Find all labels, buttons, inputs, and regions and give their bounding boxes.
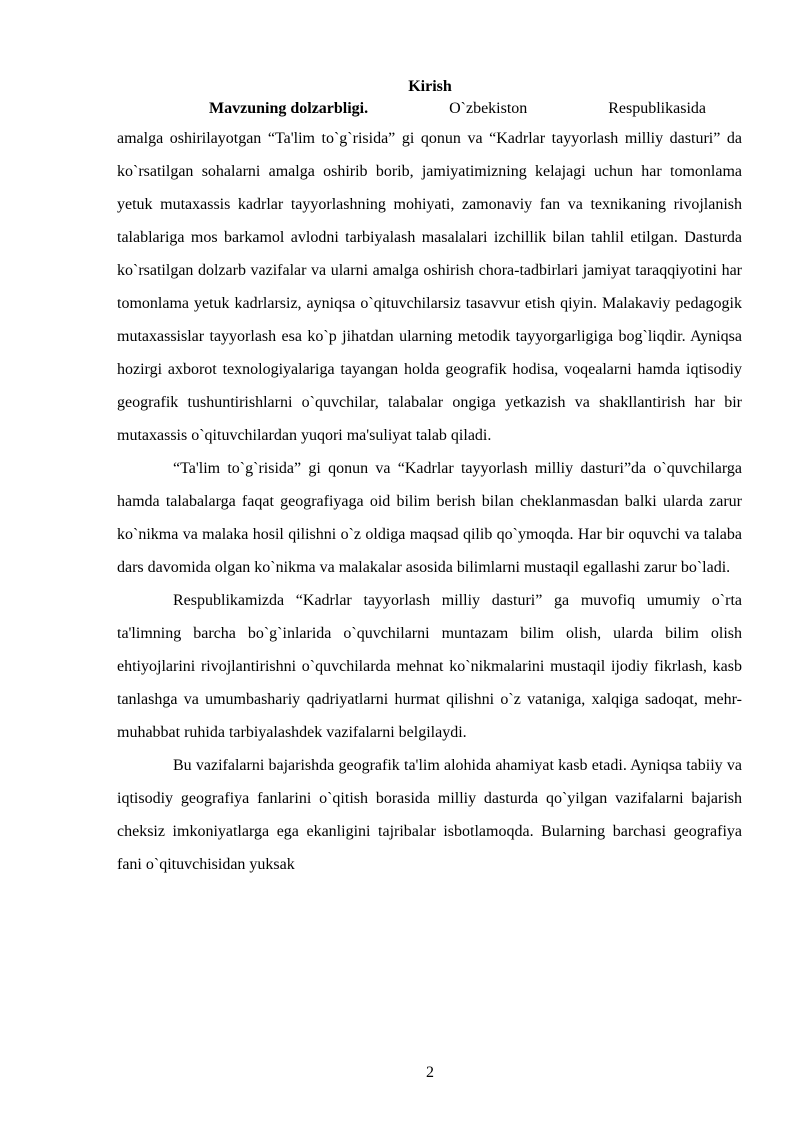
document-body — [117, 96, 742, 881]
page-number: 2 — [426, 1064, 434, 1081]
paragraph-1: amalga oshirilayotgan “Ta'lim to`g`risida” gi qonun va “Kadrlar tayyorlash milliy dasturi” da ko`rsatilgan sohalarni amalga oshirib borib, jamiyatimizning kelajagi uchun har tomonlama yetuk mutaxassis kadrlar tayyorlashning mohiyati, zamonaviy fan va texnikaning rivojlanish talablariga mos barkamol avlodni tarbiyalash masalalari izchillik bilan tahlil etilgan. Dasturda ko`rsatilgan dolzarb vazifalar va ularni amalga oshirish chora-tadbirlari jamiyat taraqqiyotini har tomonlama yetuk kadrlarsiz, ayniqsa o`qituvchilarsiz tasavvur etish qiyin. Malakaviy pedagogik mutaxassislar tayyorlash esa ko`p jihatdan ularning metodik tayyorgarligiga bog`liqdir. Ayniqsa hozirgi axborot texnologiyalariga tayangan holda geografik hodisa, voqealarni hamda iqtisodiy geografik tushuntirishlarni o`quvchilar, talabalar ongiga yetkazish va shakllantirish har bir mutaxassis o`qituvchilardan yuqori ma'suliyat talab qiladi. — [117, 130, 742, 444]
subheading-line — [117, 96, 742, 122]
subheading-word-2: Respublikasida — [608, 100, 706, 117]
page-title: Kirish — [408, 78, 452, 95]
subheading-bold: Mavzuning dolzarbligi. — [209, 100, 369, 117]
paragraph-2: “Ta'lim to`g`risida” gi qonun va “Kadrlar tayyorlash milliy dasturi”da o`quvchilarga hamda talabalarga faqat geografiyaga oid bilim berish bilan cheklanmasdan balki ularda zarur ko`nikma va malaka hosil qilishni o`z oldiga maqsad qilib qo`ymoqda. Har bir oquvchi va talaba dars davomida olgan ko`nikma va malakalar asosida bilimlarni mustaqil egallashi zarur bo`ladi. — [117, 460, 742, 576]
paragraph-4: Bu vazifalarni bajarishda geografik ta'lim alohida ahamiyat kasb etadi. Ayniqsa tabiiy va iqtisodiy geografiya fanlarini o`qitish borasida milliy dasturda qo`yilgan vazifalarni bajarish cheksiz imkoniyatlarga ega ekanligini tajribalar isbotlamoqda. Bularning barchasi geografiya fani o`qituvchisidan yuksak — [117, 757, 742, 873]
paragraph-3: Respublikamizda “Kadrlar tayyorlash milliy dasturi” ga muvofiq umumiy o`rta ta'limning barcha bo`g`inlarida o`quvchilarni muntazam bilim olish, ularda bilim olish ehtiyojlarini rivojlantirishni o`quvchilarda mehnat ko`nikmalarini mustaqil ijodiy fikrlash, kasb tanlashga va umumbashariy qadriyatlarni hurmat qilishni o`z vataniga, xalqiga sadoqat, mehr-muhabbat ruhida tarbiyalashdek vazifalarni belgilaydi. — [117, 592, 742, 741]
subheading-word-1: O`zbekiston — [449, 100, 528, 117]
